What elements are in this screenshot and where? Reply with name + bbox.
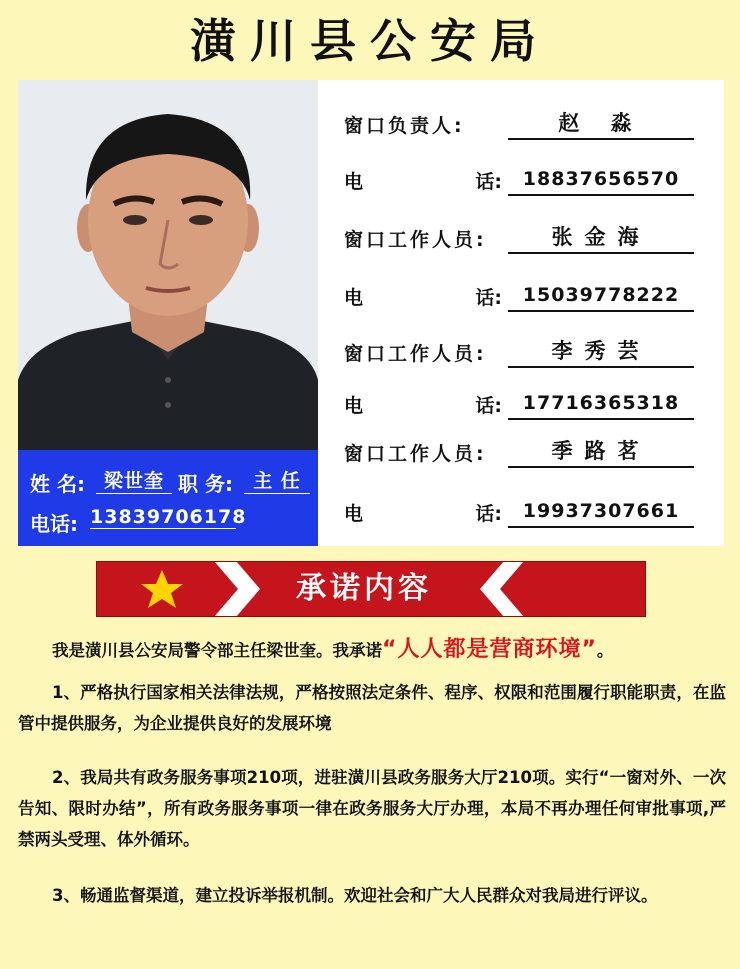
contact-label: 窗口工作人员:: [344, 343, 487, 365]
page-title: 潢川县公安局: [190, 14, 550, 68]
official-info-box: [18, 450, 318, 546]
contact-label: 电 话:: [344, 287, 502, 309]
portrait-photo: [18, 80, 318, 450]
contact-row: [344, 490, 704, 530]
contact-row: [344, 382, 704, 422]
name-label: 姓 名:: [30, 472, 85, 496]
contact-value: 李秀芸: [508, 336, 694, 368]
phone-value: 13839706178: [90, 506, 247, 528]
contact-row: [344, 216, 704, 256]
post-value: 主 任: [244, 466, 310, 494]
contact-label: 窗口负责人:: [344, 115, 465, 137]
contact-row: [344, 330, 704, 370]
commitment-item: 3、畅通监督渠道，建立投诉举报机制。欢迎社会和广大人民群众对我局进行评议。: [52, 886, 658, 905]
slogan: “人人都是营商环境”: [382, 637, 597, 662]
post-label: 职 务:: [178, 472, 233, 496]
contact-label: 电 话:: [344, 395, 502, 417]
contact-row: [344, 158, 704, 198]
contact-row: [344, 430, 704, 470]
contact-value: 15039778222: [508, 280, 694, 312]
commitment-intro: 我是潢川县公安局警令部主任梁世奎。我承诺“人人都是营商环境”。: [52, 637, 614, 662]
contact-value: 季路茗: [508, 436, 694, 468]
contact-label: 窗口工作人员:: [344, 443, 487, 465]
contact-value: 18837656570: [508, 164, 694, 196]
commitment-item: 2、我局共有政务服务事项210项，进驻潢川县政务服务大厅210项。实行“一窗对外、一次告知、限时办结”，所有政务服务事项一律在政务服务大厅办理，本局不再办理任何审批事项,严禁两头受理、体外循环。: [18, 768, 726, 849]
contact-label: 窗口工作人员:: [344, 229, 487, 251]
name-value: 梁世奎: [96, 466, 172, 494]
contact-value: 赵 淼: [508, 108, 694, 140]
contact-row: [344, 274, 704, 314]
contact-row: [344, 102, 704, 142]
contact-label: 电 话:: [344, 503, 502, 525]
phone-label: 电话:: [30, 512, 78, 536]
commitment-item: 1、严格执行国家相关法律法规，严格按照法定条件、程序、权限和范围履行职能职责，在监管中提供服务，为企业提供良好的发展环境: [18, 683, 726, 733]
contact-value: 19937307661: [508, 496, 694, 528]
contact-label: 电 话:: [344, 171, 502, 193]
contact-value: 17716365318: [508, 388, 694, 420]
banner-title: 承诺内容: [296, 571, 432, 606]
contact-value: 张金海: [508, 222, 694, 254]
